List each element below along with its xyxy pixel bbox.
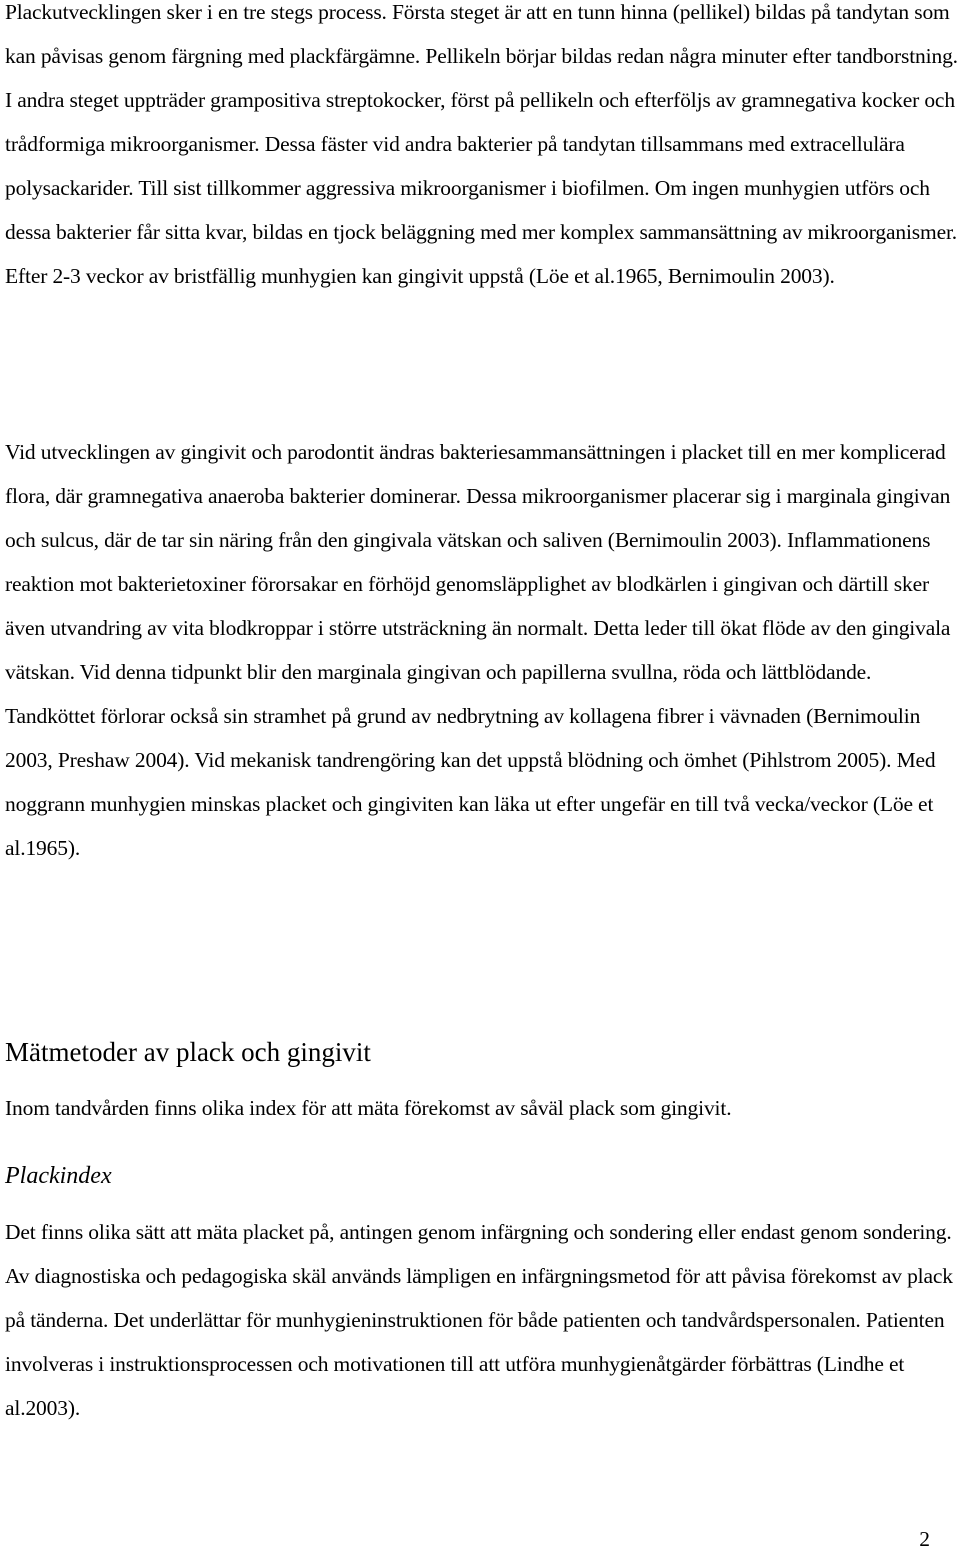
page-number: 2 bbox=[919, 1527, 930, 1551]
paragraph-plackindex: Det finns olika sätt att mäta placket på, antingen genom infärgning och sondering eller endast genom sondering. Av diagnostiska och pedagogiska skäl används lämpligen en infärgningsmetod för att påvisa förekomst av plack på tänderna. Det underlättar för munhygieninstruktionen för både patienten och tandvårdspersonalen. Patienten involveras i instruktionsprocessen och motivationen till att utföra munhygienåtgärder förbättras (Lindhe et al.2003). bbox=[5, 1220, 953, 1420]
paragraph-gingivitis-development: Vid utvecklingen av gingivit och parodontit ändras bakteriesammansättningen i placket till en mer komplicerad flora, där gramnegativa anaeroba bakterier dominerar. Dessa mikroorganismer placerar sig i marginala gingivan och sulcus, där de tar sin näring från den gingivala vätskan och saliven (Bernimoulin 2003). Inflammationens reaktion mot bakterietoxiner förorsakar en förhöjd genomsläpplighet av blodkärlen i gingivan och därtill sker även utvandring av vita blodkroppar i större utsträckning än normalt. Detta leder till ökat flöde av den gingivala vätskan. Vid denna tidpunkt blir den marginala gingivan och papillerna svullna, röda och lättblödande. Tandköttet förlorar också sin stramhet på grund av nedbrytning av kollagena fibrer i vävnaden (Bernimoulin 2003, Preshaw 2004). Vid mekanisk tandrengöring kan det uppstå blödning och ömhet (Pihlstrom 2005). Med noggrann munhygien minskas placket och gingiviten kan läka ut efter ungefär en till två vecka/veckor (Löe et al.1965). bbox=[5, 440, 951, 860]
subsection-heading-plackindex: Plackindex bbox=[5, 1163, 112, 1189]
paragraph-index-intro: Inom tandvården finns olika index för att mäta förekomst av såväl plack som gingivit. bbox=[5, 1096, 732, 1120]
paragraph-plaque-development: Plackutvecklingen sker i en tre stegs process. Första steget är att en tunn hinna (pellikel) bildas på tandytan som kan påvisas genom färgning med plackfärgämne. Pellikeln börjar bildas redan några minuter efter tandborstning. I andra steget uppträder grampositiva streptokocker, först på pellikeln och efterföljs av gramnegativa kocker och trådformiga mikroorganismer. Dessa fäster vid andra bakterier på tandytan tillsammans med extracellulära polysackarider. Till sist tillkommer aggressiva mikroorganismer i biofilmen. Om ingen munhygien utförs och dessa bakterier får sitta kvar, bildas en tjock beläggning med mer komplex sammansättning av mikroorganismer. Efter 2-3 veckor av bristfällig munhygien kan gingivit uppstå (Löe et al.1965, Bernimoulin 2003). bbox=[5, 0, 958, 288]
section-heading-matmetoder: Mätmetoder av plack och gingivit bbox=[5, 1037, 371, 1067]
